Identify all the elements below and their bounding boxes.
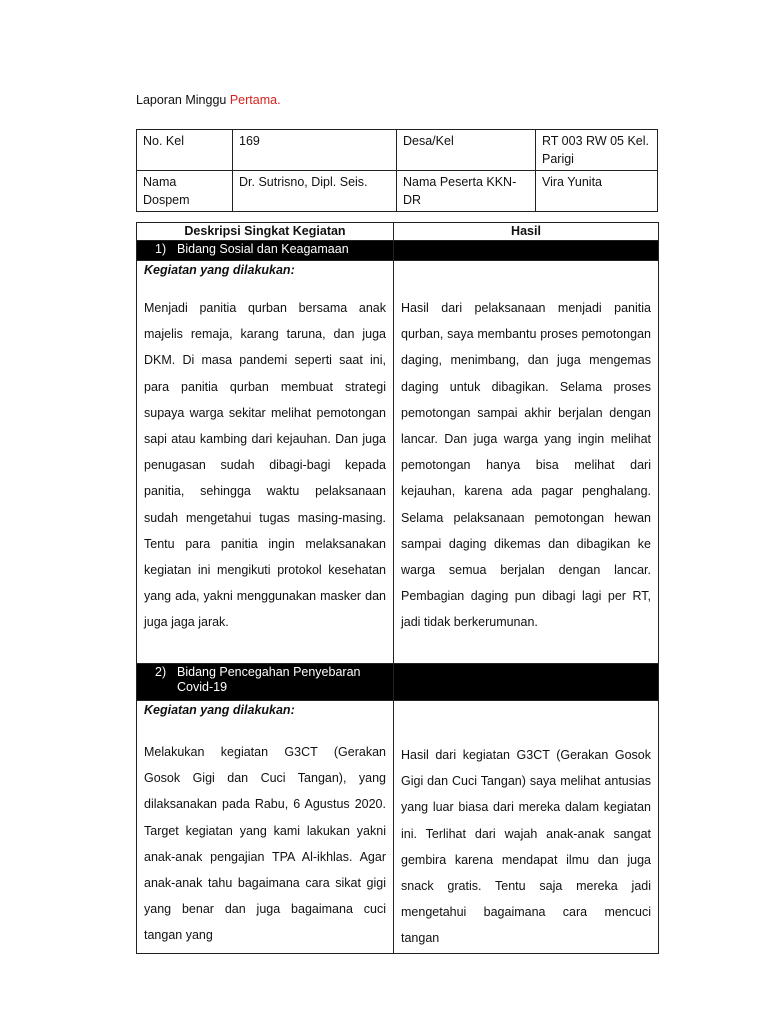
result-cell [394,261,659,664]
description-cell [137,261,394,664]
header-description: Deskripsi Singkat Kegiatan [137,223,394,241]
info-row [137,171,658,212]
section-number: 1) [155,242,167,256]
table-header-row [137,223,659,241]
section-heading-social [137,241,659,261]
section-body-social [137,261,659,664]
section-title: Bidang Sosial dan Keagamaan [177,242,349,256]
label-village: Desa/Kel [397,130,536,171]
report-title-week: Pertama. [229,93,281,107]
section-title: Bidang Pencegahan Penyebaran [177,665,361,679]
value-group-number: 169 [233,130,397,171]
header-result: Hasil [394,223,659,241]
label-supervisor: Nama Dospem [137,171,233,212]
description-cell [137,701,394,954]
value-village: RT 003 RW 05 Kel. Parigi [536,130,658,171]
activity-label: Kegiatan yang dilakukan: [144,263,295,277]
activity-label: Kegiatan yang dilakukan: [144,703,295,717]
result-text: Hasil dari kegiatan G3CT (Gerakan Gosok Gigi dan Cuci Tangan) saya melihat antusias yang luar biasa dari mereka dalam kegiatan ini. Terlihat dari wajah anak-anak sangat gembira karena mendapat ilmu dan juga snack gratis. Tentu saja mereka jadi mengetahui bagaimana cara mencuci tangan [401,748,651,946]
info-row [137,130,658,171]
info-table [136,129,658,212]
value-supervisor: Dr. Sutrisno, Dipl. Seis. [233,171,397,212]
description-text: Menjadi panitia qurban bersama anak majelis remaja, karang taruna, dan juga DKM. Di masa pandemi seperti saat ini, para panitia qurban membuat strategi supaya warga sekitar melihat pemotongan sapi atau kambing dari kejauhan. Dan juga penugasan sudah dibagi-bagi kepada panitia, sehingga waktu pelaksanaan sudah mengetahui tugas masing-masing. Tentu para panitia ingin melaksanakan kegiatan ini mengikuti protokol kesehatan yang ada, yakni menggunakan masker dan juga jaga jarak. [144,301,386,630]
label-group-number: No. Kel [137,130,233,171]
activity-table [136,222,659,954]
section-body-covid [137,701,659,954]
description-text: Melakukan kegiatan G3CT (Gerakan Gosok Gigi dan Cuci Tangan), yang dilaksanakan pada Rabu, 6 Agustus 2020. Target kegiatan yang kami lakukan yakni anak-anak pengajian TPA Al-ikhlas. Agar anak-anak tahu bagaimana cara sikat gigi yang benar dan juga bagaimana cuci tangan yang [144,745,386,943]
section-title-continued: Covid-19 [177,680,228,694]
section-number: 2) [155,665,167,679]
result-cell [394,701,659,954]
value-participant: Vira Yunita [536,171,658,212]
report-title-prefix: Laporan Minggu [136,93,230,107]
result-text: Hasil dari pelaksanaan menjadi panitia qurban, saya membantu proses pemotongan daging, menimbang, dan juga mengemas daging untuk dibagikan. Selama proses pemotongan sampai akhir berjalan dengan lancar. Dan juga warga yang ingin melihat pemotongan hanya bisa melihat dari kejauhan, karena ada pagar penghalang. Selama pelaksanaan pemotongan hewan sampai daging dikemas dan dibagikan ke warga semua berjalan dengan lancar. Pembagian daging pun dibagi lagi per RT, jadi tidak berkerumunan. [401,301,651,630]
section-heading-covid [137,664,659,701]
report-title [136,93,281,107]
label-participant: Nama Peserta KKN-DR [397,171,536,212]
